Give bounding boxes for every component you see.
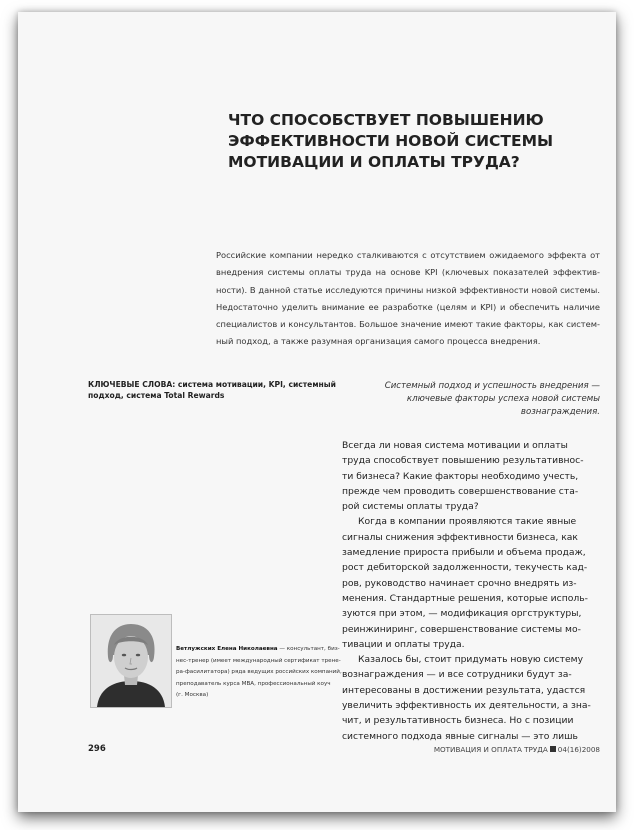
body-line: менения. Стандартные решения, которые исполь- <box>342 592 588 604</box>
title-line: ЭФФЕКТИВНОСТИ НОВОЙ СИСТЕМЫ <box>228 132 554 150</box>
author-bio-line <box>176 644 346 656</box>
keywords-line: КЛЮЧЕВЫЕ СЛОВА: система мотивации, KPI, системный <box>88 380 336 389</box>
author-bio <box>176 644 346 702</box>
body-paragraph <box>342 652 600 744</box>
abstract-line: специалистов и консультантов. Большое значение имеют такие факторы, как систем- <box>216 319 600 330</box>
article-abstract <box>216 247 600 351</box>
title-line: МОТИВАЦИИ И ОПЛАТЫ ТРУДА? <box>228 153 520 171</box>
journal-issue: 04(16)2008 <box>557 745 600 754</box>
abstract-line: Российские компании нередко сталкиваются с отсутствием ожидаемого эффекта от <box>216 250 600 260</box>
journal-page <box>18 12 616 812</box>
body-line: зуются при этом, — модификация оргструктуры, <box>342 608 582 620</box>
abstract-line: ный подход, а также разумная организация самого процесса внедрения. <box>216 336 541 347</box>
article-body <box>342 438 600 744</box>
journal-name: МОТИВАЦИЯ И ОПЛАТА ТРУДА <box>433 745 548 754</box>
body-line: труда способствует повышению результативнос- <box>342 455 584 467</box>
body-paragraph <box>342 514 600 652</box>
square-separator-icon <box>550 746 556 752</box>
pull-quote-line: ключевые факторы успеха новой системы <box>406 394 600 404</box>
author-name: Ветлужских Елена Николаевна <box>176 646 278 652</box>
author-photo <box>90 614 172 708</box>
pull-quote-line: Системный подход и успешность внедрения — <box>384 381 600 391</box>
body-line: замедление прироста прибыли и объема продаж, <box>342 547 586 559</box>
page-number: 296 <box>88 744 106 754</box>
body-line: увеличить эффективность их деятельности, а зна- <box>342 700 591 712</box>
body-line: реинжиниринг, совершенствование системы мо- <box>342 623 581 635</box>
author-bio-line: ра-фасилитатора) ряда ведущих российских компаний, <box>176 669 342 675</box>
body-line: системного подхода явные сигналы — это лишь <box>342 730 578 742</box>
author-bio-line: нес-тренер (имеет международный сертификат трене- <box>176 657 341 664</box>
journal-footer <box>398 745 600 754</box>
keywords <box>88 379 348 401</box>
abstract-line: внедрения системы оплаты труда на основе KPI (ключевых показателей эффектив- <box>216 267 600 278</box>
body-paragraph <box>342 438 600 514</box>
pull-quote-line: вознаграждения. <box>520 407 600 417</box>
author-portrait-icon <box>91 615 171 707</box>
body-line: тивации и оплаты труда. <box>342 638 465 650</box>
article-title <box>228 110 558 173</box>
body-line: Когда в компании проявляются такие явные <box>358 516 577 528</box>
body-line: рой системы оплаты труда? <box>342 501 479 513</box>
body-line: Всегда ли новая система мотивации и оплаты <box>342 440 568 451</box>
pull-quote <box>338 380 600 419</box>
keywords-line: подход, система Total Rewards <box>88 391 225 400</box>
body-line: ти бизнеса? Какие факторы необходимо учесть, <box>342 470 579 482</box>
author-bio-line: преподаватель курса MBA, профессиональный коуч <box>176 680 331 687</box>
body-line: прежде чем проводить совершенствование ста- <box>342 485 579 497</box>
body-line: сигналы снижения эффективности бизнеса, как <box>342 531 578 543</box>
body-line: интересованы в достижении результата, удастся <box>342 684 586 696</box>
author-bio-text: — консультант, биз- <box>277 646 340 652</box>
title-line: ЧТО СПОСОБСТВУЕТ ПОВЫШЕНИЮ <box>228 111 544 129</box>
abstract-line: Недостаточно уделить внимание ее разработке (целям и KPI) и обеспечить наличие <box>216 301 600 312</box>
abstract-line: ности). В данной статье исследуются причины низкой эффективности новой системы. <box>216 284 600 295</box>
body-line: рост дебиторской задолженности, текучесть кад- <box>342 562 588 574</box>
body-line: вознаграждения — и все сотрудники будут за- <box>342 669 572 681</box>
body-line: чит, и результативность бизнеса. Но с позиции <box>342 715 574 727</box>
author-bio-line: (г. Москва) <box>176 692 209 698</box>
body-line: Казалось бы, стоит придумать новую систему <box>358 654 584 666</box>
body-line: ров, руководство начинает срочно внедрять из- <box>342 577 577 589</box>
